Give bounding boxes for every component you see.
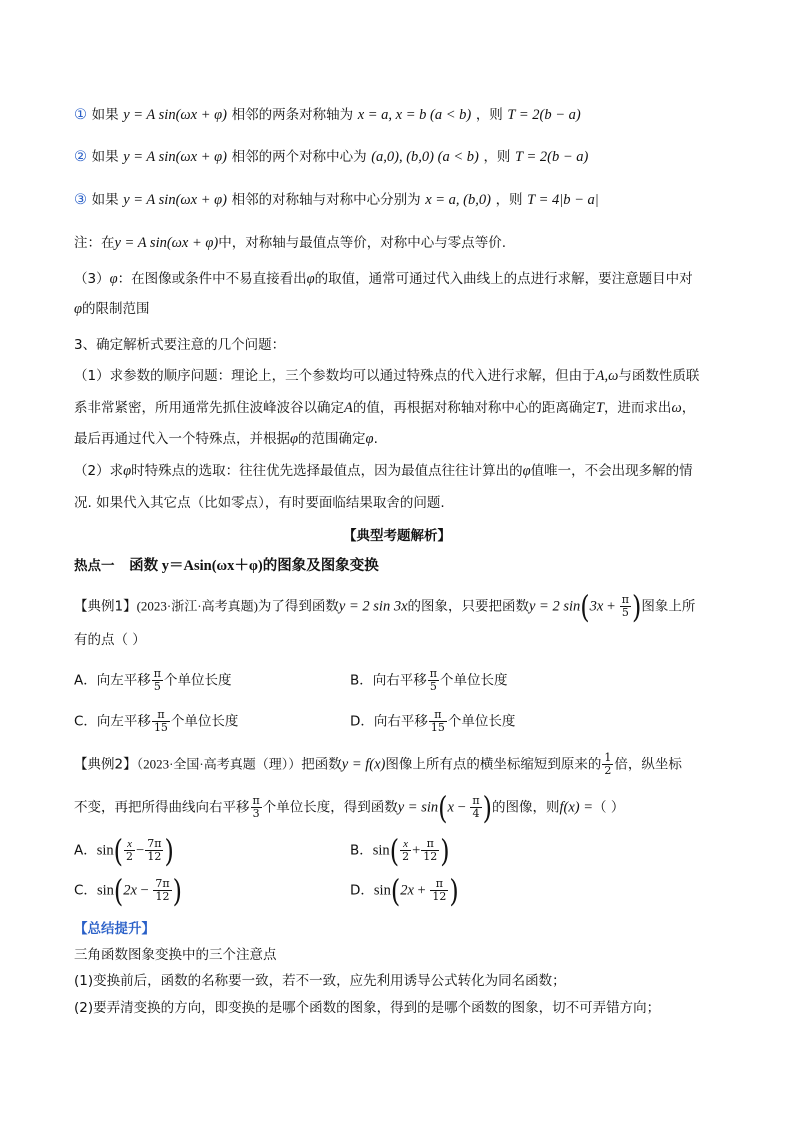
section-3-q1-line1: （1）求参数的顺序问题：理论上，三个参数均可以通过特殊点的代入进行求解，但由于A,ω与函数性质联 [74, 368, 700, 384]
fraction: $\frac{1}{2}$ [604, 751, 612, 777]
fraction: $\frac{\pi}{15}$ [430, 708, 445, 734]
summary-point-2: (2)要弄清变换的方向，即变换的是哪个函数的图象，得到的是哪个函数的图象，切不可弄错方向； [74, 1000, 661, 1016]
section-3-q1-line3: 最后再通过代入一个特殊点，并根据φ的范围确定φ. [74, 431, 378, 447]
math-cond: x = a, (b,0) [425, 192, 491, 208]
option-b[interactable]: B．向右平移 $\frac{\pi}{5}$ 个单位长度 [350, 667, 508, 693]
math-result: T = 2(b − a) [507, 107, 581, 123]
example-2-line1: 【典例2】（2023·全国·高考真题（理））把函数y = f(x)图像上所有点的横坐标缩短到原来的 $\frac{1}{2}$ 倍，纵坐标 [74, 751, 682, 777]
note: 注：在y = A sin(ωx + φ)中，对称轴与最值点等价，对称中心与零点等价. [74, 235, 507, 251]
example-tag: 【典例2】 [74, 756, 137, 773]
item-3-line1: （3）φ：在图像或条件中不易直接看出φ的取值，通常可通过代入曲线上的点进行求解，要注意题目中对 [74, 271, 693, 287]
example-1-line2: 有的点（ ） [74, 632, 146, 648]
marker: ② [74, 149, 87, 165]
fraction: $\frac{\pi}{3}$ [252, 794, 260, 820]
example-tag: 【典例1】 [74, 598, 137, 615]
math-cond: (a,0), (b,0) (a < b) [371, 149, 479, 165]
example-2-line2: 不变，再把所得曲线向右平移 $\frac{\pi}{3}$ 个单位长度，得到函数y = sin(x − $\frac{\pi}{4}$ )的图像，则f(x) =（ ） [74, 789, 625, 826]
property-1: ① 如果 y = A sin(ωx + φ) 相邻的两条对称轴为 x = a, x = b (a < b) ，则 T = 2(b − a) [74, 107, 581, 123]
math-result: T = 2(b − a) [515, 149, 589, 165]
section-3-q2-line2: 况. 如果代入其它点（比如零点），有时要面临结果取舍的问题. [74, 495, 445, 511]
option-d[interactable]: D．向右平移 $\frac{\pi}{15}$ 个单位长度 [350, 708, 516, 734]
marker: ③ [74, 192, 87, 208]
option-b[interactable]: B．sin( $\frac{x}{2}$ + $\frac{\pi}{12}$ ) [350, 832, 450, 869]
item-3-line2: φ的限制范围 [74, 301, 150, 317]
option-a[interactable]: A．sin( $\frac{x}{2}$ − $\frac{7\pi}{12}$ ) [74, 832, 174, 869]
section-3-q1-line2: 系非常紧密，所用通常先抓住波峰波谷以确定A的值，再根据对称轴对称中心的距离确定T，进而求出ω， [74, 400, 696, 416]
math-expr: y = A sin(ωx + φ) [123, 192, 227, 208]
option-d[interactable]: D．sin(2x + $\frac{\pi}{12}$ ) [350, 872, 459, 909]
property-2: ② 如果 y = A sin(ωx + φ) 相邻的两个对称中心为 (a,0), (b,0) (a < b) ，则 T = 2(b − a) [74, 149, 589, 165]
marker: ① [74, 107, 87, 123]
hotspot-title: 热点一 函数 y＝Asin(ωx＋φ)的图象及图象变换 [74, 558, 379, 574]
math-result: T = 4|b − a| [527, 192, 599, 208]
summary-title: 【总结提升】 [74, 921, 155, 937]
option-c[interactable]: C．sin(2x − $\frac{7\pi}{12}$ ) [74, 872, 182, 909]
section-3-q2-line1: （2）求φ时特殊点的选取：往往优先选择最值点，因为最值点往往计算出的φ值唯一，不会出现多解的情 [74, 463, 693, 479]
option-a[interactable]: A．向左平移 $\frac{\pi}{5}$ 个单位长度 [74, 667, 232, 693]
math-expr: y = A sin(ωx + φ) [114, 235, 219, 251]
summary-point-1: (1)变换前后，函数的名称要一致，若不一致，应先利用诱导公式转化为同名函数； [74, 973, 566, 989]
option-c[interactable]: C．向左平移 $\frac{\pi}{15}$ 个单位长度 [74, 708, 239, 734]
math-expr: y = A sin(ωx + φ) [123, 149, 227, 165]
fraction: $\frac{\pi}{5}$ [621, 593, 630, 619]
summary-subtitle: 三角函数图象变换中的三个注意点 [74, 947, 277, 963]
example-1-line1: 【典例1】(2023·浙江·高考真题)为了得到函数y = 2 sin 3x的图象，只要把函数y = 2 sin(3x + $\frac{\pi}{5}$ )图象上所 [74, 588, 696, 625]
fraction: $\frac{\pi}{5}$ [429, 667, 437, 693]
math-cond: x = a, x = b (a < b) [357, 107, 472, 123]
section-3-title: 3、确定解析式要注意的几个问题： [74, 337, 286, 353]
fraction: $\frac{\pi}{5}$ [153, 667, 161, 693]
fraction: $\frac{\pi}{15}$ [153, 708, 168, 734]
math-expr: y = A sin(ωx + φ) [123, 107, 227, 123]
property-3: ③ 如果 y = A sin(ωx + φ) 相邻的对称轴与对称中心分别为 x = a, (b,0) ，则 T = 4|b − a| [74, 192, 599, 208]
section-heading: 【典型考题解析】 [343, 528, 451, 544]
